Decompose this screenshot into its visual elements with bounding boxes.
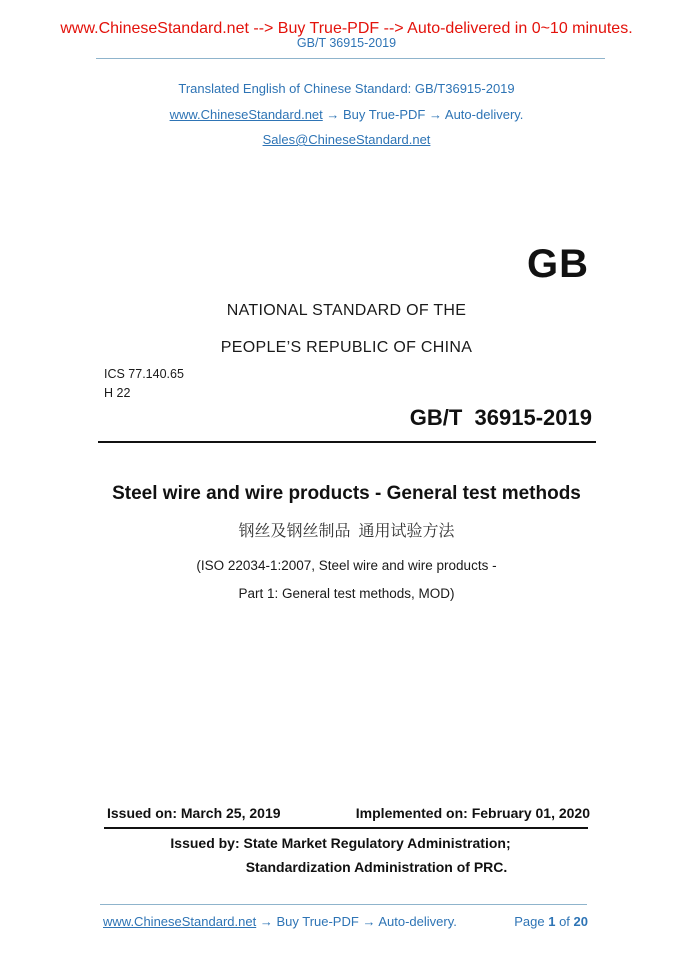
promo-banner: www.ChineseStandard.net --> Buy True-PDF --> Auto-delivered in 0~10 minutes. [60, 20, 633, 37]
iso-reference-line2: Part 1: General test methods, MOD) [238, 586, 455, 601]
arrow-icon: → [362, 914, 376, 929]
header-divider [96, 58, 605, 59]
sales-email-link[interactable]: Sales@ChineseStandard.net [262, 132, 431, 147]
standard-code-divider [98, 441, 596, 443]
iso-reference-line1: (ISO 22034-1:2007, Steel wire and wire products - [196, 558, 497, 573]
footer-buy-true-pdf-label: Buy True-PDF [276, 914, 359, 929]
standard-title-chinese: 钢丝及钢丝制品 通用试验方法 [238, 523, 455, 540]
auto-delivery-label: Auto-delivery. [444, 107, 524, 122]
page-number-indicator [514, 914, 588, 930]
org-name-line2: PEOPLE’S REPUBLIC OF CHINA [220, 339, 473, 356]
footer-divider [100, 904, 587, 905]
page-footer [103, 914, 588, 930]
email-line [0, 132, 693, 148]
footer-auto-delivery-label: Auto-delivery. [378, 914, 457, 929]
gb-logo: GB [527, 242, 589, 286]
site-link[interactable]: www.ChineseStandard.net [169, 107, 323, 122]
standard-code: GB/T 36915-2019 [409, 405, 592, 430]
current-page-number: 1 [548, 914, 556, 929]
footer-site-link[interactable]: www.ChineseStandard.net [103, 914, 257, 929]
ics-code: ICS 77.140.65 [104, 367, 184, 381]
translated-note: Translated English of Chinese Standard: GB/T36915-2019 [178, 81, 515, 96]
issued-by-line1: Issued by: State Market Regulatory Administration; [170, 835, 511, 851]
total-page-number: 20 [573, 914, 588, 929]
page-label: Page [514, 914, 545, 929]
issued-by-line2: Standardization Administration of PRC. [245, 859, 508, 875]
issued-on-date: Issued on: March 25, 2019 [107, 805, 281, 821]
issue-dates-row [107, 805, 590, 822]
org-name-line1: NATIONAL STANDARD OF THE [226, 302, 467, 319]
arrow-icon: → [326, 107, 340, 122]
standard-title-english: Steel wire and wire products - General test methods [112, 483, 581, 504]
footer-buy-info [103, 914, 457, 930]
buy-true-pdf-label: Buy True-PDF [343, 107, 426, 122]
implemented-on-date: Implemented on: February 01, 2020 [355, 805, 590, 821]
running-head-doc-code: GB/T 36915-2019 [296, 36, 397, 50]
issue-dates-divider [104, 827, 588, 829]
classification-code: H 22 [104, 386, 131, 400]
arrow-icon: → [259, 914, 273, 929]
of-label: of [559, 914, 570, 929]
arrow-icon: → [429, 107, 442, 122]
buy-info-line [0, 107, 693, 123]
